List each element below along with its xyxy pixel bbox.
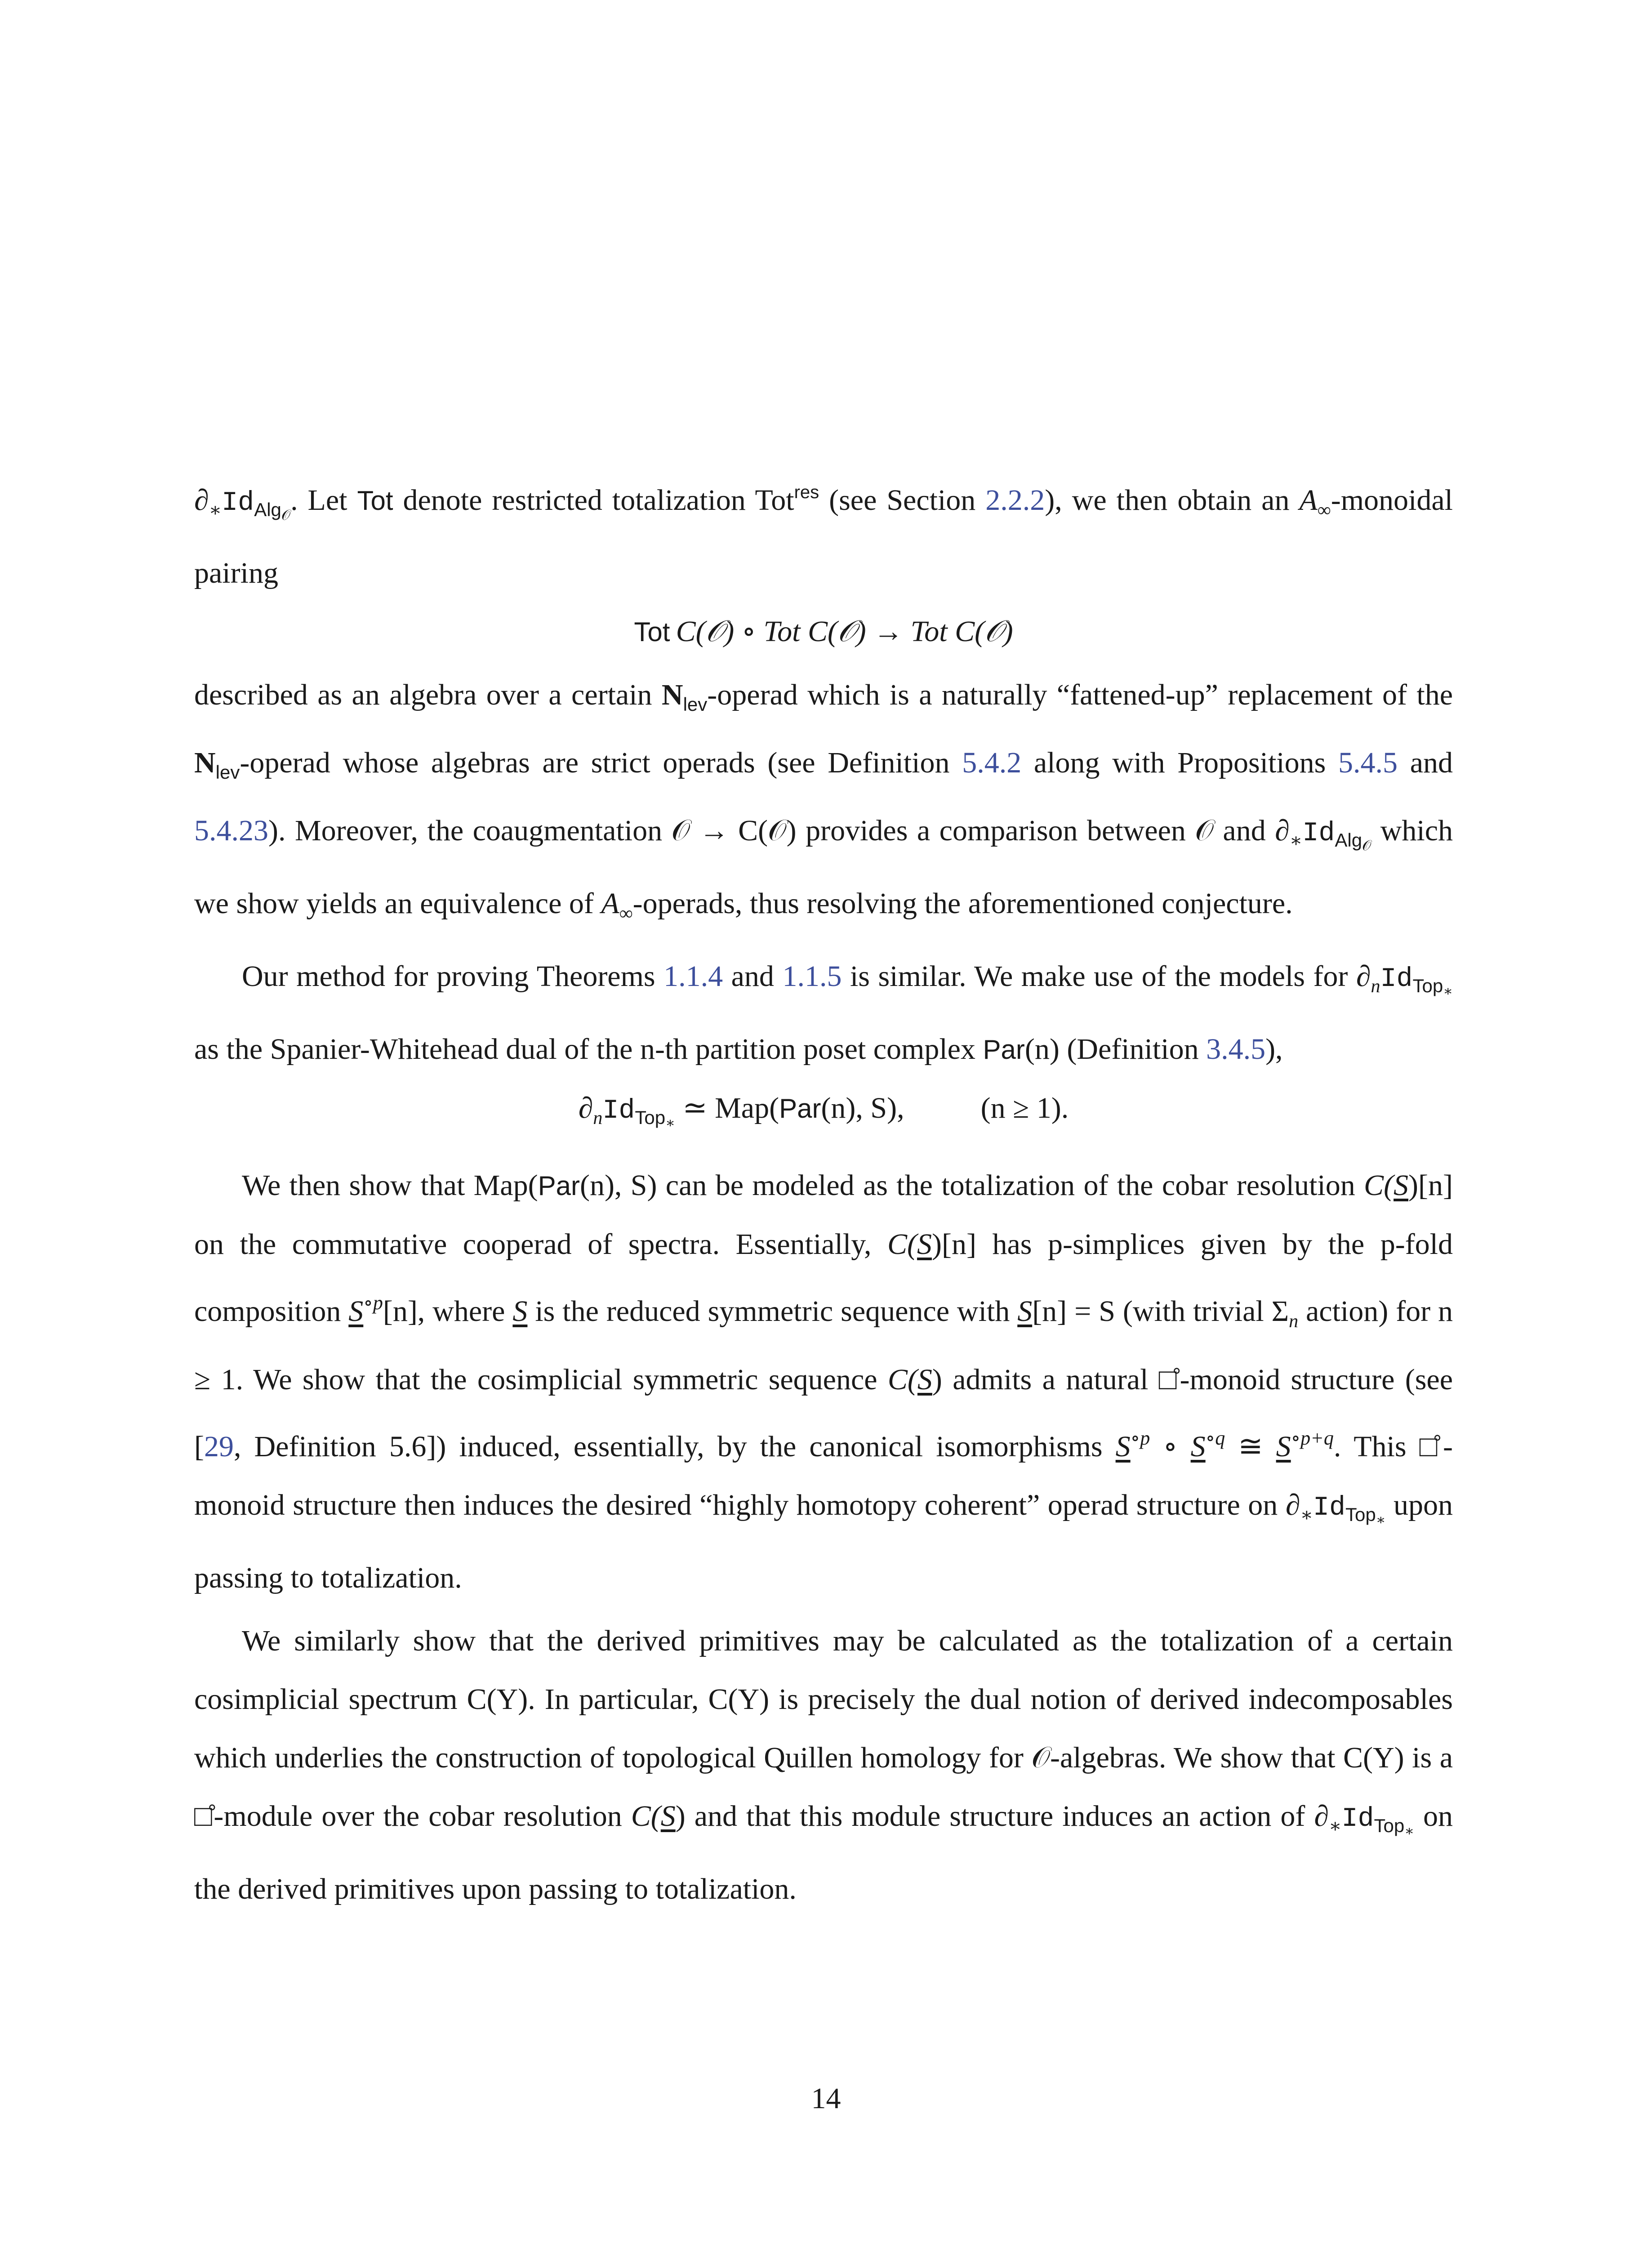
paragraph-3: Our method for proving Theorems 1.1.4 and 1.1.5 is similar. We make use of the models for $\partial_nId_{Top∗}$ as the Spanier-Whitehead dual of the n-th partition poset complex Par(n) (Definition 3.4.5), — [194, 960, 1453, 1066]
ref-section-2-2-2[interactable]: 2.2.2 — [985, 484, 1045, 517]
page-number: 14 — [811, 2082, 841, 2115]
paragraph-2: described as an algebra over a certain $N_{lev}$-operad which is a naturally “fattened-up” replacement of the $N_{lev}$-operad whose algebras are strict operads (see Definition 5.4.2 along with Propositions 5.4.5 and 5.4.23). Moreover, the coaugmentation 𝒪 → C(𝒪) provides a comparison between 𝒪 and $\partial_∗Id_{Alg𝒪}$ which we show yields an equivalence of $A_\infty$-operads, thus resolving the aforementioned conjecture. — [194, 678, 1453, 924]
ref-proposition-5-4-23[interactable]: 5.4.23 — [194, 814, 268, 847]
ring-box-icon: □̊ — [1158, 1363, 1180, 1396]
ref-definition-3-4-5[interactable]: 3.4.5 — [1206, 1033, 1266, 1066]
ref-theorem-1-1-5[interactable]: 1.1.5 — [782, 960, 842, 993]
display-equation-pairing: Tot C(𝒪) ∘ Tot C(𝒪) → Tot C(𝒪) — [634, 615, 1013, 648]
paragraph-1: $\partial_∗Id_{Alg𝒪}$. Let Tot denote restricted totalization Tot$^{res}$ (see Section 2.2.2), we then obtain an $A_\infty$-monoidal pairing — [194, 482, 1453, 589]
ring-box-icon: □̊ — [194, 1800, 214, 1833]
page-body — [194, 463, 1453, 1918]
ref-definition-5-4-2[interactable]: 5.4.2 — [962, 746, 1022, 779]
ref-proposition-5-4-5[interactable]: 5.4.5 — [1338, 746, 1398, 779]
ref-citation-29[interactable]: 29 — [204, 1430, 234, 1463]
paragraph-5: We similarly show that the derived primitives may be calculated as the totalization of a certain cosimplicial spectrum C(Y). In particular, C(Y) is precisely the dual notion of derived indecomposables which underlies the construction of topological Quillen homology for 𝒪-algebras. We show that C(Y) is a □̊-module over the cobar resolution C(S) and that this module structure induces an action of $\partial_∗Id_{Top∗}$ on the derived primitives upon passing to totalization. — [194, 1624, 1453, 1905]
display-equation-spanier-whitehead: $\partial_nId_{Top∗}$ ≃ Map(Par(n), S), (n ≥ 1). — [578, 1092, 1069, 1131]
ref-theorem-1-1-4[interactable]: 1.1.4 — [663, 960, 723, 993]
paragraph-4: We then show that Map(Par(n), S) can be modeled as the totalization of the cobar resolution C(S)[n] on the commutative cooperad of spectra. Essentially, C(S)[n] has p-simplices given by the p-fold composition $S^{\circ p}[n]$, where S is the reduced symmetric sequence with S[n] = S (with trivial $\Sigma_n$ action) for n ≥ 1. We show that the cosimplicial symmetric sequence C(S) admits a natural □̊-monoid structure (see [29, Definition 5.6]) induced, essentially, by the canonical isomorphisms $S^{\circ p}$ ∘ $S^{\circ q}$ ≅ $S^{\circ p+q}$. This □̊-monoid structure then induces the desired “highly homotopy coherent” operad structure on $\partial_∗Id_{Top∗}$ upon passing to totalization. — [194, 1169, 1453, 1594]
ring-box-icon: □̊ — [1419, 1430, 1443, 1463]
